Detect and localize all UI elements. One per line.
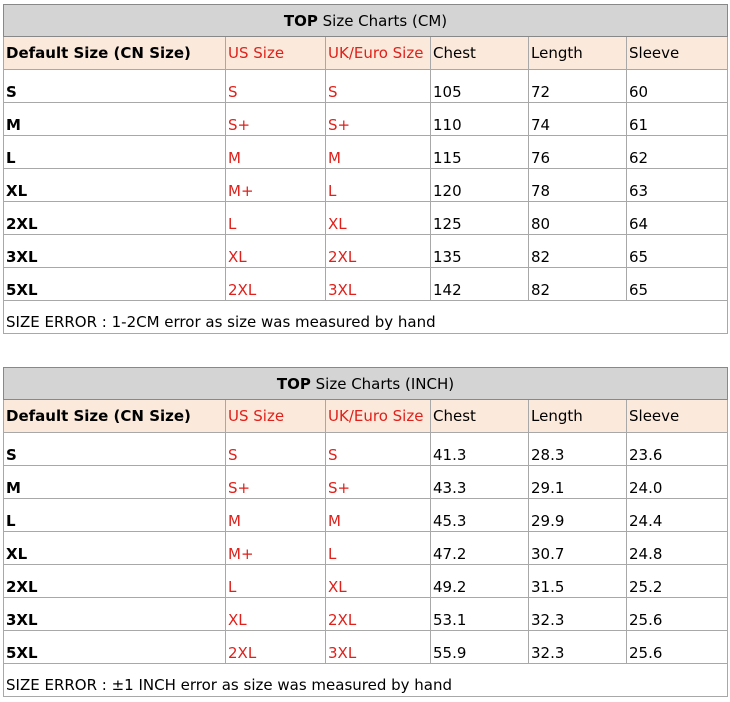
cell-uk-euro-size: M [326, 499, 431, 532]
header-chest: Chest [431, 400, 529, 433]
header-us-size: US Size [226, 400, 326, 433]
cell-chest: 105 [431, 70, 529, 103]
cell-length: 82 [529, 235, 627, 268]
table-row [4, 565, 728, 598]
cell-chest: 120 [431, 169, 529, 202]
cell-us-size: S [226, 433, 326, 466]
cell-us-size: M [226, 499, 326, 532]
table-row [4, 103, 728, 136]
cell-length: 80 [529, 202, 627, 235]
cell-us-size: M [226, 136, 326, 169]
cell-chest: 53.1 [431, 598, 529, 631]
cell-default-size: L [4, 499, 226, 532]
table-row [4, 499, 728, 532]
cell-default-size: S [4, 70, 226, 103]
chart-title-row [4, 368, 728, 400]
cell-chest: 125 [431, 202, 529, 235]
cell-length: 82 [529, 268, 627, 301]
cell-sleeve: 62 [627, 136, 728, 169]
chart-title-rest: Size Charts (CM) [317, 11, 448, 30]
size-error-note: SIZE ERROR : ±1 INCH error as size was measured by hand [4, 664, 728, 697]
cell-sleeve: 25.6 [627, 598, 728, 631]
cell-us-size: XL [226, 598, 326, 631]
cell-sleeve: 24.8 [627, 532, 728, 565]
cell-default-size: 2XL [4, 202, 226, 235]
header-default-size: Default Size (CN Size) [4, 400, 226, 433]
size-chart-inch [3, 367, 728, 697]
header-sleeve: Sleeve [627, 37, 728, 70]
cell-length: 29.9 [529, 499, 627, 532]
cell-chest: 47.2 [431, 532, 529, 565]
cell-uk-euro-size: 2XL [326, 598, 431, 631]
table-row [4, 268, 728, 301]
cell-length: 31.5 [529, 565, 627, 598]
cell-uk-euro-size: S+ [326, 103, 431, 136]
header-length: Length [529, 400, 627, 433]
cell-chest: 135 [431, 235, 529, 268]
cell-length: 72 [529, 70, 627, 103]
header-us-size: US Size [226, 37, 326, 70]
header-length: Length [529, 37, 627, 70]
column-header-row [4, 37, 728, 70]
cell-uk-euro-size: L [326, 532, 431, 565]
cell-default-size: 2XL [4, 565, 226, 598]
cell-uk-euro-size: L [326, 169, 431, 202]
cell-us-size: XL [226, 235, 326, 268]
cell-default-size: S [4, 433, 226, 466]
cell-default-size: L [4, 136, 226, 169]
cell-us-size: M+ [226, 169, 326, 202]
chart-title-row [4, 5, 728, 37]
cell-us-size: L [226, 565, 326, 598]
cell-default-size: XL [4, 169, 226, 202]
cell-sleeve: 23.6 [627, 433, 728, 466]
cell-length: 78 [529, 169, 627, 202]
cell-uk-euro-size: 2XL [326, 235, 431, 268]
cell-us-size: 2XL [226, 631, 326, 664]
size-chart-cm [3, 4, 728, 334]
cell-chest: 142 [431, 268, 529, 301]
cell-sleeve: 25.6 [627, 631, 728, 664]
header-default-size: Default Size (CN Size) [4, 37, 226, 70]
cell-default-size: M [4, 466, 226, 499]
cell-us-size: M+ [226, 532, 326, 565]
cell-uk-euro-size: 3XL [326, 268, 431, 301]
cell-default-size: 5XL [4, 268, 226, 301]
table-row [4, 235, 728, 268]
cell-us-size: S+ [226, 103, 326, 136]
cell-sleeve: 61 [627, 103, 728, 136]
cell-sleeve: 65 [627, 235, 728, 268]
table-row [4, 169, 728, 202]
size-chart-cm-rows [4, 70, 728, 301]
cell-uk-euro-size: XL [326, 202, 431, 235]
size-chart-inch-rows [4, 433, 728, 664]
cell-uk-euro-size: S [326, 70, 431, 103]
cell-sleeve: 24.4 [627, 499, 728, 532]
cell-default-size: 3XL [4, 598, 226, 631]
size-chart-inch-body [4, 368, 728, 433]
cell-length: 28.3 [529, 433, 627, 466]
cell-us-size: 2XL [226, 268, 326, 301]
cell-us-size: S [226, 70, 326, 103]
column-header-row [4, 400, 728, 433]
cell-uk-euro-size: M [326, 136, 431, 169]
cell-chest: 45.3 [431, 499, 529, 532]
cell-us-size: S+ [226, 466, 326, 499]
cell-uk-euro-size: XL [326, 565, 431, 598]
cell-length: 76 [529, 136, 627, 169]
cell-uk-euro-size: 3XL [326, 631, 431, 664]
size-error-note: SIZE ERROR : 1-2CM error as size was measured by hand [4, 301, 728, 334]
chart-title [4, 368, 728, 400]
table-row [4, 631, 728, 664]
cell-length: 30.7 [529, 532, 627, 565]
table-row [4, 532, 728, 565]
header-uk-euro-size: UK/Euro Size [326, 400, 431, 433]
header-chest: Chest [431, 37, 529, 70]
cell-chest: 49.2 [431, 565, 529, 598]
cell-sleeve: 63 [627, 169, 728, 202]
header-uk-euro-size: UK/Euro Size [326, 37, 431, 70]
cell-chest: 115 [431, 136, 529, 169]
cell-length: 32.3 [529, 631, 627, 664]
cell-default-size: 3XL [4, 235, 226, 268]
cell-chest: 55.9 [431, 631, 529, 664]
table-row [4, 136, 728, 169]
cell-sleeve: 65 [627, 268, 728, 301]
chart-title-bold: TOP [283, 11, 318, 30]
cell-length: 29.1 [529, 466, 627, 499]
cell-sleeve: 64 [627, 202, 728, 235]
size-chart-cm-body [4, 5, 728, 70]
cell-uk-euro-size: S+ [326, 466, 431, 499]
table-row [4, 433, 728, 466]
cell-uk-euro-size: S [326, 433, 431, 466]
cell-us-size: L [226, 202, 326, 235]
table-row [4, 598, 728, 631]
cell-default-size: 5XL [4, 631, 226, 664]
cell-chest: 41.3 [431, 433, 529, 466]
size-error-note-row [4, 301, 728, 334]
size-error-note-row [4, 664, 728, 697]
table-row [4, 70, 728, 103]
cell-sleeve: 60 [627, 70, 728, 103]
table-row [4, 466, 728, 499]
cell-chest: 110 [431, 103, 529, 136]
cell-default-size: XL [4, 532, 226, 565]
chart-title-bold: TOP [276, 374, 311, 393]
chart-title [4, 5, 728, 37]
cell-sleeve: 24.0 [627, 466, 728, 499]
table-row [4, 202, 728, 235]
chart-title-rest: Size Charts (INCH) [310, 374, 455, 393]
cell-sleeve: 25.2 [627, 565, 728, 598]
cell-length: 74 [529, 103, 627, 136]
cell-default-size: M [4, 103, 226, 136]
header-sleeve: Sleeve [627, 400, 728, 433]
cell-chest: 43.3 [431, 466, 529, 499]
cell-length: 32.3 [529, 598, 627, 631]
